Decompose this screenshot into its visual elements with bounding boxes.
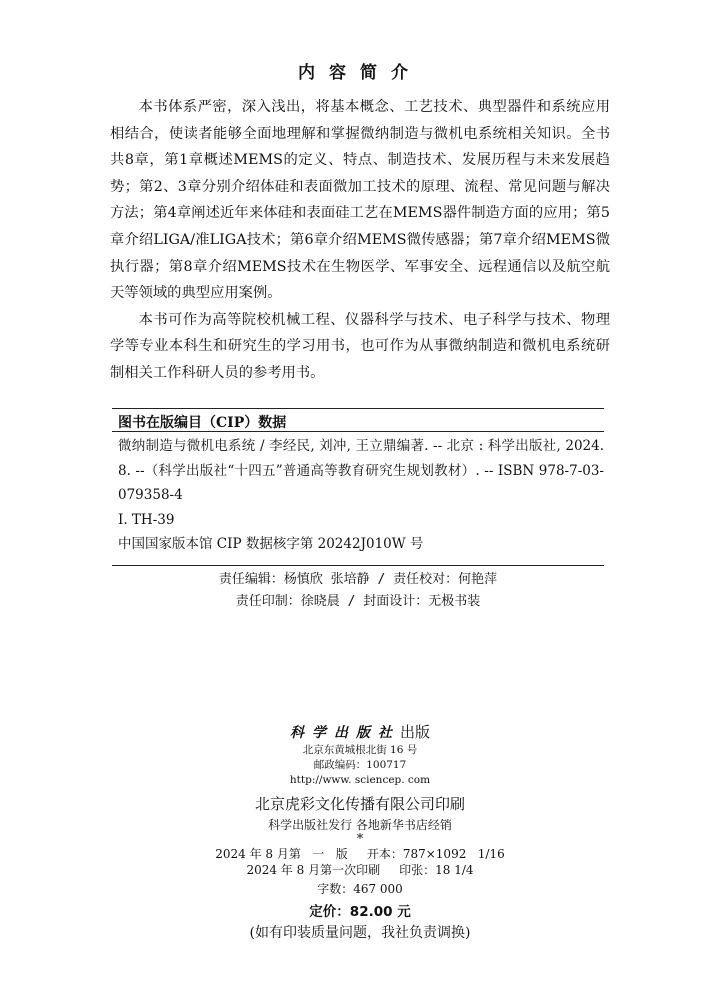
publisher-website: http://www. sciencep. com [289, 774, 431, 786]
summary-title: 内容简介 [298, 63, 422, 83]
cip-top-rule [112, 408, 604, 409]
separator-star: * [356, 832, 364, 847]
cip-record [118, 434, 604, 557]
imprint-block [0, 722, 720, 943]
summary-paragraph-1: 本书体系严密，深入浅出，将基本概念、工艺技术、典型器件和系统应用相结合，使读者能够全面地理解和掌握微纳制造与微机电系统相关知识。全书共8章，第1章概述MEMS的定义、特点、制造技术、发展历程与未来发展趋势；第2、3章分别介绍体硅和表面微加工技术的原理、流程、常见问题与解决方法；第4章阐述近年来体硅和表面硅工艺在MEMS器件制造方面的应用；第5章介绍LIGA/准LIGA技术；第6章介绍MEMS微传感器；第7章介绍MEMS微执行器；第8章介绍MEMS技术在生物医学、军事安全、远程通信以及航空航天等领域的典型应用案例。 [110, 99, 610, 302]
cip-heading: 图书在版编目（CIP）数据 [118, 415, 287, 431]
printer-line: 北京虎彩文化传播有限公司印刷 [254, 795, 465, 813]
price: 定价：82.00 元 [309, 904, 411, 920]
publisher-postcode: 邮政编码：100717 [313, 759, 407, 771]
cip-bottom-rule [112, 565, 604, 566]
summary-paragraph-2: 本书可作为高等院校机械工程、仪器科学与技术、电子科学与技术、物理学等专业本科生和研究生的学习用书，也可作为从事微纳制造和微机电系统研制相关工作科研人员的参考用书。 [110, 311, 610, 381]
staff-line-editors: 责任编辑：杨慎欣 张培静 / 责任校对：何艳萍 [218, 572, 498, 587]
cip-classification: Ⅰ. TH-39 [118, 511, 175, 528]
publisher-suffix: 出版 [399, 723, 430, 741]
printing-line: 2024 年 8 月第一次印刷 印张：18 1/4 [246, 863, 474, 877]
publisher-line [0, 722, 720, 743]
staff-credits [112, 569, 604, 613]
word-count: 字数：467 000 [317, 882, 403, 896]
staff-line-production: 责任印制：徐晓晨 / 封面设计：无极书装 [235, 594, 481, 609]
publisher-address: 北京东黄城根北街 16 号 [302, 744, 418, 756]
edition-line: 2024 年 8 月第 一 版 开本：787×1092 1/16 [215, 847, 505, 861]
distribution-line: 科学出版社发行 各地新华书店经销 [268, 818, 452, 832]
quality-note: (如有印装质量问题，我社负责调换) [249, 925, 471, 941]
cip-record-number: 中国国家版本馆 CIP 数据核字第 20242J010W 号 [118, 536, 424, 552]
publisher-logo: 科学出版社 [289, 725, 400, 741]
cip-heading-rule [112, 431, 604, 432]
cip-description: 微纳制造与微机电系统 / 李经民, 刘冲, 王立鼎编著. -- 北京 : 科学出版社, 2024. 8. --（科学出版社“十四五”普通高等教育研究生规划教材）. -- ISBN 978-7-03-079358-4 [118, 438, 604, 503]
summary-body [110, 94, 610, 387]
